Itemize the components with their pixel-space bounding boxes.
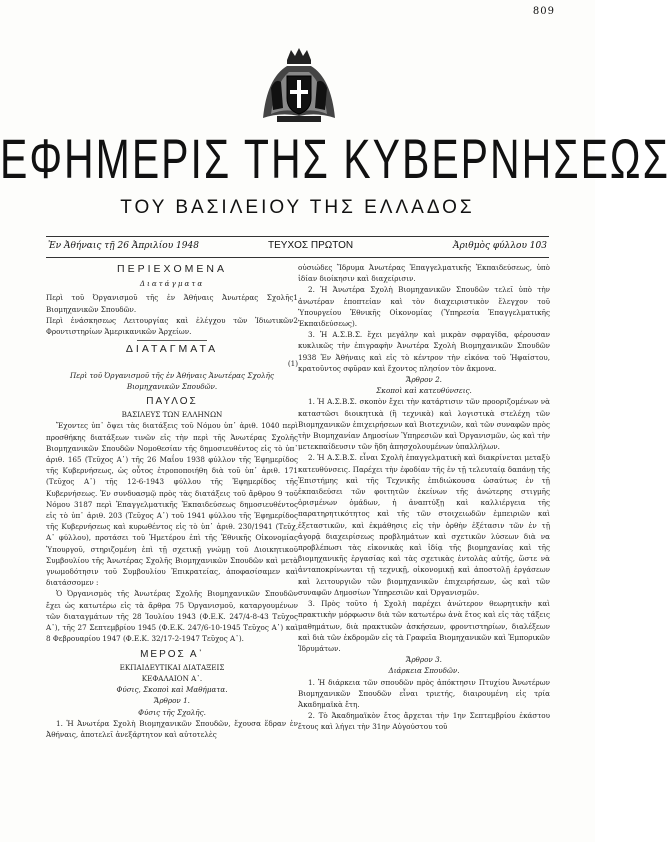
article-title: Σκοποὶ καὶ κατευθύνσεις. xyxy=(376,386,472,396)
gazette-subtitle: ΤΟΥ ΒΑΣΙΛΕΙΟΥ ΤΗΣ ΕΛΛΑΔΟΣ xyxy=(120,197,475,218)
chapter-heading: ΚΕΦΑΛΑΙΟΝ Α᾽. xyxy=(141,673,203,683)
part-heading: ΜΕΡΟΣ Α᾽ xyxy=(140,648,204,660)
coat-of-arms-emblem xyxy=(257,48,341,126)
article-paragraph: 1. Ἡ διάρκεια τῶν σπουδῶν πρὸς ἀπόκτησιν Πτυχίου Ἀνωτέρων Βιομηχανικῶν Σπουδῶν εἶναι τριετής, διαιρουμένη εἰς τρία Ἀκαδημαϊκὰ ἔτη. xyxy=(298,677,550,709)
article-heading: Ἄρθρον 2. xyxy=(406,375,442,385)
issue-info-bar xyxy=(46,236,549,258)
article-paragraph: 2. Τὸ Ἀκαδημαϊκὸν ἔτος ἄρχεται τὴν 1ην Σεπτεμβρίου ἑκάστου ἔτους καὶ λήγει τὴν 31ην Αὐγούστου τοῦ xyxy=(298,711,550,732)
article-paragraph: 2. Ἡ Α.Σ.Β.Σ. εἶναι Σχολὴ ἐπαγγελματικὴ καὶ διακρίνεται μεταξὺ κατευθύνσεις. Παρέχει τὴν ἐφοδίαν τῆς ἐν τῇ τελευταίᾳ δαπάνῃ τῆς Ἐπιστήμης καὶ τῆς Τεχνικῆς ἐπιδιώκουσα ὡσαύτως ἐν τῇ ἐκπαιδεύσει τῶν φοιτητῶν ἐκείνων τῆς ἀνώτερης στιγμῆς ὁρισμένων ὁμάδων, ἡ ἀναπτύξῃ καὶ καλλιέργεια τῆς παρατηρητικότητος καὶ τῆς τῶν στοιχειωδῶν ἐμπειριῶν καὶ ἐξεταστικῶν, καὶ ἐκμάθησις εἰς τὴν ὀρθὴν ἐξέτασιν τῶν ἐν τῇ ἀγορᾷ διαχειρίσεως προβλημάτων καὶ σχετικῶν λύσεων διὰ να προβλέπωσι τὰς εἰκονικὰς καὶ ἰδίᾳ τῆς βιομηχανίας καὶ τῆς βιομηχανικῆς ἐργασίας καὶ τὰς σχετικὰς ἐντολὰς αὐτῆς, ὥστε νὰ ἀνταποκρίνωνται τῇ τεχνικῇ, οἰκονομικῇ καὶ ἀποστολῇ ἐργάσεων καὶ λειτουργιῶν τῶν βιομηχανικῶν ἐπιχειρήσεων, ὡς καὶ τῶν συναφῶν Δημοσίων Ὑπηρεσιῶν καὶ Ὀργανισμῶν. xyxy=(298,453,550,597)
decree-title: Περὶ τοῦ Ὀργανισμοῦ τῆς ἐν Ἀθήναις Ἀνωτέρας Σχολῆς Βιομηχανικῶν Σπουδῶν. xyxy=(70,370,274,391)
article-paragraph: 3. Ἡ Α.Σ.Β.Σ. ἔχει μεγάλην καὶ μικρὰν σφραγῖδα, φέρουσαν κυκλικῶς τὴν ἐπιγραφὴν Ἀνωτέρα Σχολὴ Βιομηχανικῶν Σπουδῶν 1938 Ἐν Ἀθήναις καὶ εἰς τὸ κέντρον τὴν εἰκόνα τοῦ Ἡφαίστου, κρατοῦντος σφῦραν καὶ ἔχοντος πλησίον τὸν ἄκμονα. xyxy=(298,330,550,373)
divider xyxy=(137,340,207,341)
gazette-title: ΕΦΗΜΕΡΙΣ ΤΗΣ ΚΥΒΕΡΝΗΣΕΩΣ xyxy=(0,128,670,191)
article-heading: Ἄρθρον 3. xyxy=(406,655,442,665)
toc-entry: Περὶ ἐνάσκησεως Λειτουργίας καὶ ἐλέγχου τῶν Ἰδιωτικῶν Φροντιστηρίων Ἀμερικανικῶν Ἀρχείων. 2 xyxy=(46,315,298,337)
page-number: 809 xyxy=(532,6,555,17)
decree-preamble-2: Ὁ Ὀργανισμὸς τῆς Ἀνωτέρας Σχολῆς Βιομηχανικῶν Σπουδῶν ἔχει ὡς κατωτέρω εἰς τὰ ἄρθρα 75 Ὀργανισμοῦ, καταργουμένων τῶν διαταγμάτων τῆς 28 Ἰουλίου 1943 (Φ.Ε.Κ. 247/4-8-43 Τεῦχος Α᾽), τῆς 27 Σεπτεμβρίου 1945 (Φ.Ε.Κ. 247/6-10-1945 Τεῦχος Α᾽) καὶ 8 Φεβρουαρίου 1947 (Φ.Ε.Κ. 32/17-2-1947 Τεῦχος Α᾽). xyxy=(46,589,298,644)
article-paragraph: 2. Ἡ Ἀνωτέρα Σχολὴ Βιομηχανικῶν Σπουδῶν τελεῖ ὑπὸ τὴν ἀνωτέραν ἐποπτείαν καὶ τὸν διαχειριστικὸν ἔλεγχον τοῦ Ὑπουργείου Ἐθνικῆς Οἰκονομίας (Ὑπηρεσία Ἐπαγγελματικῆς Ἐκπαιδεύσεως). xyxy=(298,285,550,329)
article-title: Φύσις τῆς Σχολῆς. xyxy=(138,707,206,717)
decrees-subheading: Διατάγματα xyxy=(139,279,205,289)
article-paragraph: 1. Ἡ Ἀνωτέρα Σχολὴ Βιομηχανικῶν Σπουδῶν, ἔχουσα ἕδραν ἐν Ἀθήναις, ἀποτελεῖ ἀνεξάρτητον καὶ αὐτοτελὲς xyxy=(46,718,298,739)
chapter-title: Φύσις, Σκοποὶ καὶ Μαθήματα. xyxy=(116,685,228,695)
toc-entry: Περὶ τοῦ Ὀργανισμοῦ τῆς ἐν Ἀθήναις Ἀνωτέρας Σχολῆς Βιομηχανικῶν Σπουδῶν. 1 xyxy=(46,293,298,314)
left-column xyxy=(46,262,298,740)
issue-series: ΤΕΥΧΟΣ ΠΡΩΤΟΝ xyxy=(268,240,354,251)
king-title: ΒΑΣΙΛΕΥΣ ΤΩΝ ΕΛΛΗΝΩΝ xyxy=(121,410,223,420)
issue-date: Ἐν Ἀθήναις τῇ 26 Ἀπριλίου 1948 xyxy=(48,241,199,251)
king-name: ΠΑΥΛΟΣ xyxy=(146,396,198,408)
article-paragraph: οὐσιώδες Ἵδρυμα Ἀνωτέρας Ἐπαγγελματικῆς Ἐκπαιδεύσεως, ὑπὸ ἰδίαν διοίκησιν καὶ διαχείρισιν. xyxy=(298,263,550,284)
sheet-number: Ἀριθμὸς φύλλου 103 xyxy=(452,241,547,251)
article-title: Διάρκεια Σπουδῶν. xyxy=(388,666,460,676)
article-paragraph: 1. Ἡ Α.Σ.Β.Σ. σκοπὸν ἔχει τὴν κατάρτισιν τῶν προοριζομένων νὰ καταστῶσι διοικητικὰ (ἢ τεχνικὰ) καὶ λογιστικὰ στελέχη τῶν Βιομηχανικῶν ἐπιχειρήσεων καὶ Βιοτεχνιῶν, καὶ τῶν συναφῶν πρὸς τὴν Βιομηχανίαν Δημοσίων Ὑπηρεσιῶν καὶ Ὀργανισμῶν, ὡς καὶ τὴν μετεκπαίδευσιν τῶν ἤδη ἀπησχολουμένων ὑπαλλήλων. xyxy=(298,397,550,452)
decree-preamble: Ἔχοντες ὑπ᾽ ὄψει τὰς διατάξεις τοῦ Νόμου ὑπ᾽ ἀριθ. 1040 περὶ προσθήκης διατάξεων τινῶν εἰς τὴν περὶ τῆς Ἀνωτέρας Σχολῆς Βιομηχανικῶν Σπουδῶν Νομοθεσίαν τῆς δημοσιευθέντος εἰς τὸ ὑπ᾽ ἀριθ. 165 (Τεῦχος Α᾽) τῆς 26 Μαΐου 1938 φύλλον τῆς Ἐφημερίδος τῆς Κυβερνήσεως, ὡς οὗτος ἐτροποποιήθη διὰ τοῦ ὑπ᾽ ἀριθ. 171 (Τεῦχος Α᾽) τῆς 12-6-1943 φύλλου τῆς Ἐφημερίδος τῆς Κυβερνήσεως. Ἐν συνδυασμῷ πρὸς τὰς διατάξεις τοῦ ἄρθρου 9 τοῦ Νόμου 3187 περὶ Ἐπαγγελματικῆς Ἐκπαιδεύσεως δημοσιευθέντος εἰς τὸ ὑπ᾽ ἀριθ. 203 (Τεῦχος Α᾽) τοῦ 1941 φύλλου τῆς Ἐφημερίδος τῆς Κυβερνήσεως καὶ κυρωθέντος εἰς τὸ ὑπ᾽ ἀριθ. 230/1941 (Τεῦχ. Α᾽ φύλλου), προτάσει τοῦ Ἡμετέρου ἐπὶ τῆς Ἐθνικῆς Οἰκονομίας Ὑπουργοῦ, στηριζομένη ἐπὶ τῇ σχετικῇ γνώμῃ τοῦ Διοικητικοῦ Συμβουλίου τῆς Ἀνωτέρας Σχολῆς Βιομηχανικῶν Σπουδῶν καὶ μετὰ γνωμοδότησιν τοῦ Συμβουλίου Ἐπικρατείας, ἀποφασίσαμεν καὶ διατάσσομεν : xyxy=(46,421,298,588)
decree-number: (1) xyxy=(287,359,298,369)
article-heading: Ἄρθρον 1. xyxy=(154,696,190,706)
right-column xyxy=(298,262,550,733)
part-title: ΕΚΠΑΙΔΕΥΤΙΚΑΙ ΔΙΑΤΑΞΕΙΣ xyxy=(119,662,225,672)
article-paragraph: 3. Πρὸς τοῦτο ἡ Σχολὴ παρέχει ἀνώτερον θεωρητικὴν καὶ πρακτικὴν μόρφωσιν διὰ τῶν κατωτέρω ἀνὰ ἔτος καὶ εἰς τὰς τάξεις μαθημάτων, διὰ πρακτικῶν ἀσκήσεων, φροντιστηρίων, διαλέξεων καὶ διὰ τῶν ἐκδρομῶν εἰς τὰ Γραφεῖα Βιομηχανικῶν καὶ Ἐμπορικῶν Ἱδρυμάτων. xyxy=(298,599,550,653)
contents-heading: ΠΕΡΙΕΧΟΜΕΝΑ xyxy=(116,263,228,275)
decrees-heading: ΔΙΑΤΑΓΜΑΤΑ xyxy=(125,343,219,356)
